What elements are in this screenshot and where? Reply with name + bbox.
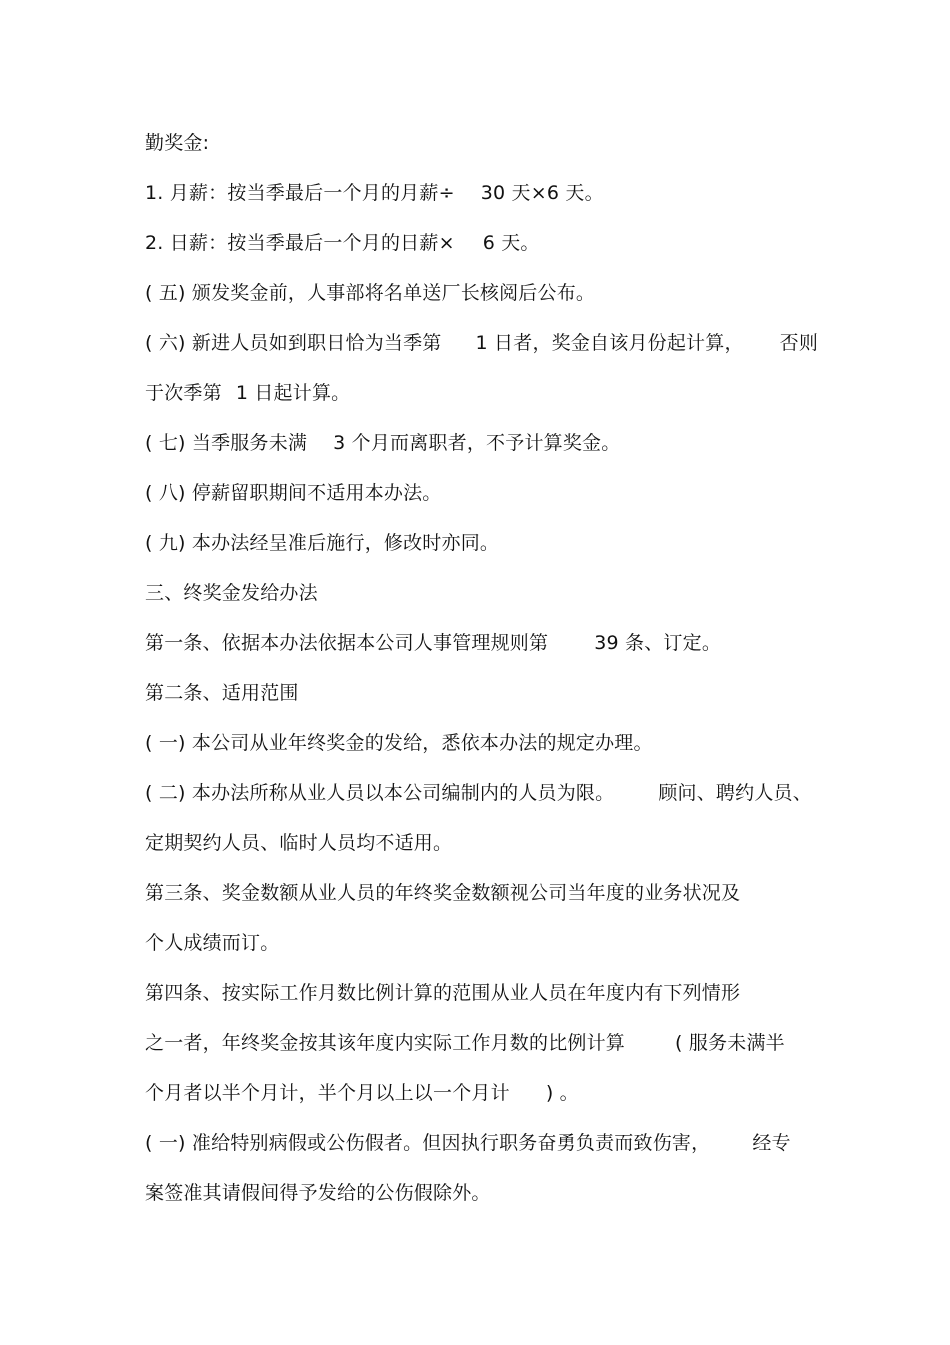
text-run: 定期契约人员、临时人员均不适用。 <box>145 832 453 854</box>
text-run: 勤奖金: <box>145 132 210 154</box>
text-line-17 <box>145 930 825 956</box>
text-run: 顾问、聘约人员、 <box>658 782 812 804</box>
text-run: 第二条、适用范围 <box>145 682 299 704</box>
text-run: 1 日起计算。 <box>235 382 351 404</box>
text-line-8 <box>145 480 825 506</box>
text-line-6 <box>145 380 825 406</box>
text-line-2 <box>145 180 825 206</box>
text-run: ( 服务未满半 <box>675 1032 785 1054</box>
text-line-4 <box>145 280 825 306</box>
text-line-14 <box>145 780 825 806</box>
text-line-11 <box>145 630 825 656</box>
text-run: ) 。 <box>545 1082 579 1104</box>
text-line-15 <box>145 830 825 856</box>
text-run: 1 日者，奖金自该月份起计算， <box>475 332 744 354</box>
text-run: ( 七) 当季服务未满 <box>145 432 308 454</box>
text-line-1 <box>145 130 825 156</box>
text-line-22 <box>145 1180 825 1206</box>
text-line-18 <box>145 980 825 1006</box>
text-run: 1. 月薪：按当季最后一个月的月薪÷ <box>145 182 455 204</box>
text-line-21 <box>145 1130 825 1156</box>
text-run: 6 天。 <box>482 232 540 254</box>
text-line-13 <box>145 730 825 756</box>
text-run: 2. 日薪：按当季最后一个月的日薪× <box>145 232 455 254</box>
text-run: 第一条、依据本办法依据本公司人事管理规则第 <box>145 632 549 654</box>
section-heading <box>145 580 825 606</box>
text-line-12 <box>145 680 825 706</box>
text-run: ( 二) 本办法所称从业人员以本公司编制内的人员为限。 <box>145 782 615 804</box>
text-run: ( 八) 停薪留职期间不适用本办法。 <box>145 482 442 504</box>
text-run: ( 五) 颁发奖金前，人事部将名单送厂长核阅后公布。 <box>145 282 596 304</box>
text-run: 个月者以半个月计，半个月以上以一个月计 <box>145 1082 510 1104</box>
text-run: 经专 <box>752 1132 791 1154</box>
text-run: ( 一) 准给特别病假或公伤假者。但因执行职务奋勇负责而致伤害， <box>145 1132 711 1154</box>
text-run: 30 天×6 天。 <box>480 182 604 204</box>
text-line-9 <box>145 530 825 556</box>
text-run: 39 条、订定。 <box>594 632 722 654</box>
text-run: 3 个月而离职者，不予计算奖金。 <box>333 432 621 454</box>
text-run: 个人成绩而订。 <box>145 932 280 954</box>
text-run: ( 一) 本公司从业年终奖金的发给，悉依本办法的规定办理。 <box>145 732 653 754</box>
text-run: ( 六) 新进人员如到职日恰为当季第 <box>145 332 442 354</box>
text-line-7 <box>145 430 825 456</box>
text-run: 三、终奖金发给办法 <box>145 582 318 604</box>
text-run: 之一者，年终奖金按其该年度内实际工作月数的比例计算 <box>145 1032 626 1054</box>
text-line-19 <box>145 1030 825 1056</box>
text-line-3 <box>145 230 825 256</box>
text-run: 第三条、奖金数额从业人员的年终奖金数额视公司当年度的业务状况及 <box>145 882 741 904</box>
text-run: 否则 <box>779 332 819 354</box>
text-run: 于次季第 <box>145 382 222 404</box>
text-line-5 <box>145 330 825 356</box>
text-line-20 <box>145 1080 825 1106</box>
text-run: 案签准其请假间得予发给的公伤假除外。 <box>145 1182 491 1204</box>
text-run: 第四条、按实际工作月数比例计算的范围从业人员在年度内有下列情形 <box>145 982 741 1004</box>
text-line-16 <box>145 880 825 906</box>
text-run: ( 九) 本办法经呈准后施行，修改时亦同。 <box>145 532 500 554</box>
